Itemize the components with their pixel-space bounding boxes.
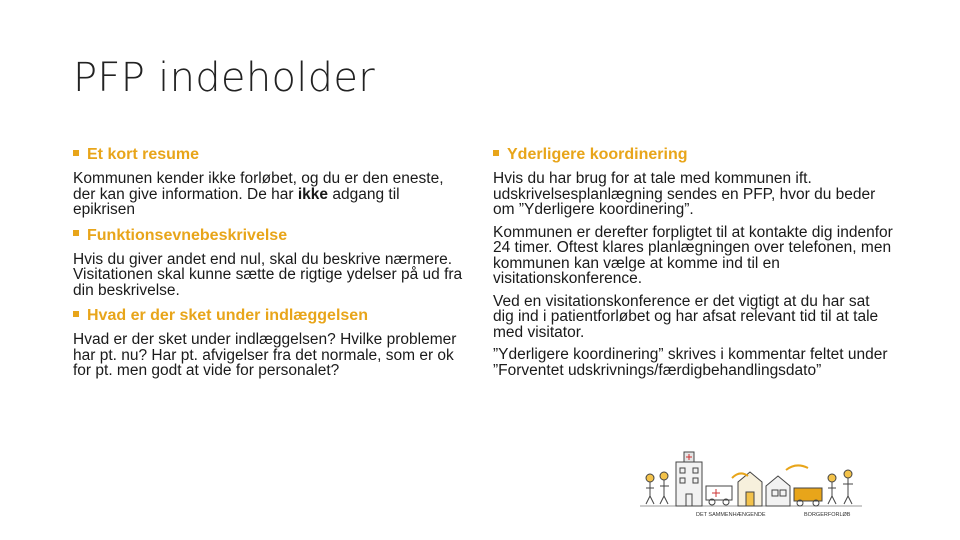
- illustration-caption-right: BORGERFORLØB: [804, 512, 851, 518]
- right-column: [493, 145, 893, 385]
- square-bullet-icon: [73, 150, 79, 156]
- section-heading-indlaeggelse: Hvad er der sket under indlæggelsen: [73, 306, 463, 326]
- koordinering-text-1: Hvis du har brug for at tale med kommunen ift. udskrivelsesplanlægning sendes en PFP, hvor du beder om ”Yderligere koordinering”.: [493, 170, 876, 218]
- koordinering-text-4: ”Yderligere koordinering” skrives i kommentar feltet under ”Forventet udskrivnings/færdigbehandlingsdato”: [493, 346, 888, 379]
- koordinering-text-2: Kommunen er derefter forpligtet til at kontakte dig indenfor 24 timer. Oftest klares planlægningen over telefonen, men kommunen kan vælge at komme ind til en visitationskonference.: [493, 223, 893, 287]
- square-bullet-icon: [493, 150, 499, 156]
- page-title: PFP indeholder: [73, 55, 376, 101]
- left-column: [73, 145, 463, 387]
- koordinering-text-3: Ved en visitationskonference er det vigtigt at du har sat dig ind i patientforløbet og har afsat relevant tid til at tale med visitator.: [493, 292, 879, 341]
- illustration-caption-left: DET SAMMENHÆNGENDE: [696, 512, 766, 518]
- section-heading-funktion: Funktionsevnebeskrivelse: [73, 226, 463, 246]
- funktion-text: Hvis du giver andet end nul, skal du beskrive nærmere. Visitationen skal kunne sætte de rigtige ydelser på ud fra din beskrivelse.: [73, 250, 463, 299]
- indlaeggelse-text: Hvad er der sket under indlæggelsen? Hvilke problemer har pt. nu? Har pt. afvigelser fra det normale, som er ok for pt. men godt at vide for personalet?: [73, 331, 457, 379]
- section-heading-koordinering: Yderligere koordinering: [493, 145, 893, 165]
- square-bullet-icon: [73, 230, 79, 236]
- section-heading-resume: Et kort resume: [73, 145, 463, 165]
- borgerforloeb-illustration: [636, 448, 866, 520]
- square-bullet-icon: [73, 311, 79, 317]
- resume-text: Kommunen kender ikke forløbet, og du er den eneste, der kan give information. De har ikke adgang til epikrisen: [73, 170, 444, 218]
